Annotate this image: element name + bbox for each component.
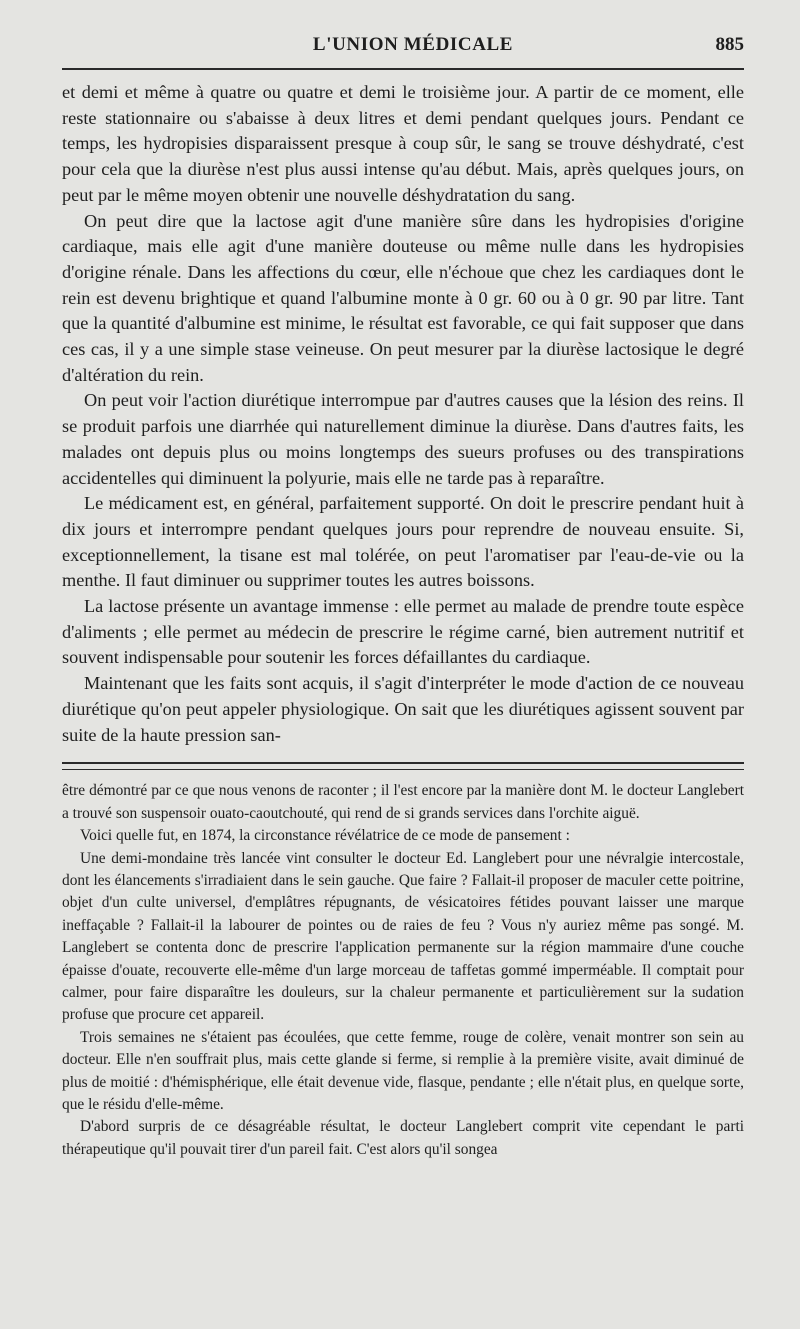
body-paragraph: Le médicament est, en général, parfaitement supporté. On doit le prescrire pendant huit à dix jours et interrompre pendant quelques jours pour reprendre de nouveau ensuite. Si, exceptionnellement, la tisane est mal tolérée, on peut l'aromatiser par l'eau-de-vie ou la menthe. Il faut diminuer ou supprimer toutes les autres boissons. <box>62 493 744 591</box>
body-paragraph: On peut dire que la lactose agit d'une manière sûre dans les hydropisies d'origine cardiaque, mais elle agit d'une manière douteuse ou même nulle dans les hydropisies d'origine rénale. Dans les affections du cœur, elle n'échoue que chez les cardiaques dont le rein est devenu brightique et quand l'albumine monte à 0 gr. 60 ou à 0 gr. 90 par litre. Tant que la quantité d'albumine est minime, le résultat est favorable, ce qui fait supposer que dans ces cas, il y a une simple stase veineuse. On peut mesurer par la diurèse lactosique le degré d'altération du rein. <box>62 210 744 385</box>
main-text <box>62 80 744 748</box>
footnote-paragraph: être démontré par ce que nous venons de raconter ; il l'est encore par la manière dont M. le docteur Langlebert a trouvé son suspensoir ouato-caoutchouté, qui rend de si grands services dans l'orchite aiguë. <box>62 782 744 822</box>
body-paragraph: et demi et même à quatre ou quatre et demi le troisième jour. A partir de ce moment, elle reste stationnaire ou s'abaisse à deux litres et demi pendant quelques jours. Pendant ce temps, les hydropisies disparaissent presque à coup sûr, le sang se trouve déshydraté, c'est pour cela que la diurèse n'est plus aussi intense qu'au début. Mais, après quelques jours, on peut par le même moyen obtenir une nouvelle déshydratation du sang. <box>62 82 744 205</box>
journal-title: L'UNION MÉDICALE <box>312 34 514 55</box>
footnote-paragraph: D'abord surpris de ce désagréable résultat, le docteur Langlebert comprit vite cependant le parti thérapeutique qu'il pouvait tirer d'un pareil fait. C'est alors qu'il songea <box>62 1118 744 1158</box>
body-paragraph: On peut voir l'action diurétique interrompue par d'autres causes que la lésion des reins. Il se produit parfois une diarrhée qui naturellement diminue la diurèse. Dans d'autres faits, les malades ont depuis plus ou moins longtemps des sueurs profuses ou des transpirations accidentelles qui diminuent la polyurie, mais elle ne tarde pas à reparaître. <box>62 390 744 488</box>
footnote <box>62 780 744 1161</box>
footnote-paragraph: Trois semaines ne s'étaient pas écoulées, que cette femme, rouge de colère, venait montrer son sein au docteur. Elle n'en souffrait plus, mais cette glande si ferme, si remplie à la première visite, avait diminué de plus de moitié : d'hémisphérique, elle était devenue vide, flasque, pendante ; elle n'était plus, en quelque sorte, que le résidu d'elle-même. <box>62 1028 744 1113</box>
header-rule <box>62 68 744 70</box>
body-paragraph: La lactose présente un avantage immense : elle permet au malade de prendre toute espèce d'aliments ; elle permet au médecin de prescrire le régime carné, bien autrement nutritif et souvent indispensable pour soutenir les forces défaillantes du cardiaque. <box>62 596 744 668</box>
page-number: 885 <box>715 34 744 55</box>
footnote-paragraph: Une demi-mondaine très lancée vint consulter le docteur Ed. Langlebert pour une névralgie intercostale, dont les élancements s'irradiaient dans le sein gauche. Que faire ? Fallait-il proposer de maculer cette poitrine, objet d'un culte universel, d'emplâtres répugnants, de vésicatoires fétides pouvant laisser une marque ineffaçable ? Fallait-il la labourer de pointes ou de raies de feu ? Vous n'y auriez même pas songé. M. Langlebert se contenta donc de prescrire l'application permanente sur la région mammaire d'une couche épaisse d'ouate, recouverte elle-même d'un large morceau de taffetas gommé imperméable. Il comptait pour calmer, pour faire disparaître les douleurs, sur la chaleur permanente et particulièrement sur la sudation profuse que procure cet appareil. <box>62 849 744 1024</box>
footnote-separator <box>62 762 744 770</box>
body-paragraph: Maintenant que les faits sont acquis, il s'agit d'interpréter le mode d'action de ce nouveau diurétique qu'on peut appeler physiologique. On sait que les diurétiques agissent souvent par suite de la haute pression san- <box>62 673 744 745</box>
footnote-paragraph: Voici quelle fut, en 1874, la circonstance révélatrice de ce mode de pansement : <box>80 827 570 845</box>
running-head <box>62 30 744 66</box>
